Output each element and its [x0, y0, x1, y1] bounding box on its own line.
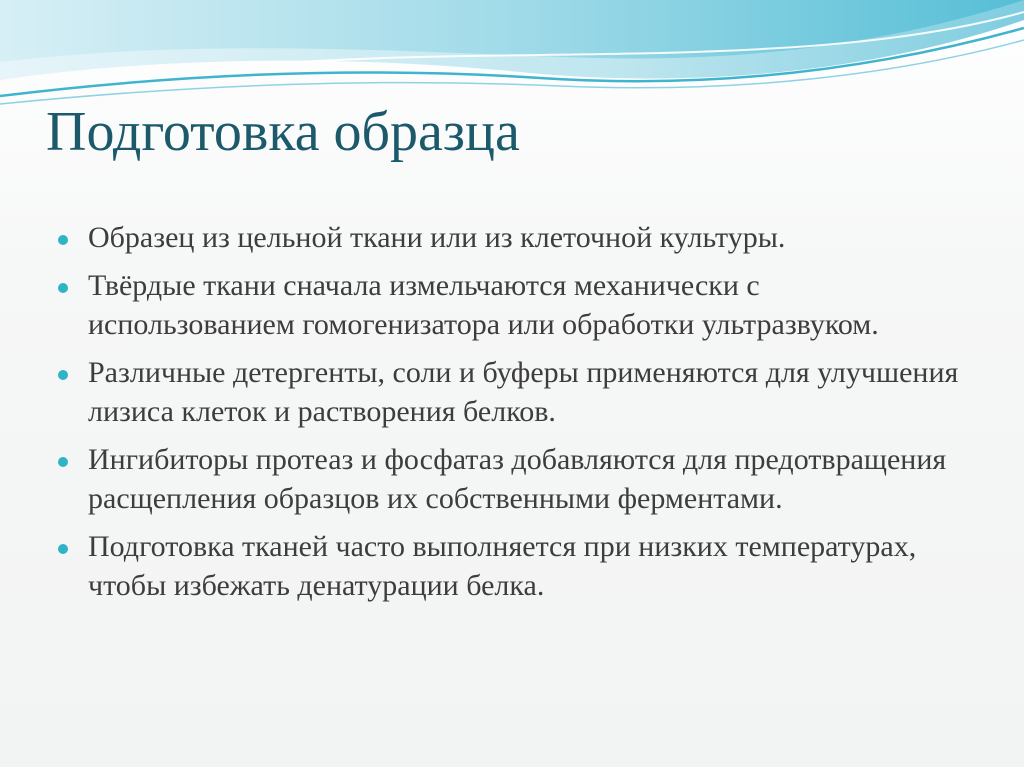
teal-dot-icon	[58, 457, 68, 467]
bullet-list	[58, 218, 963, 614]
bullet-text: Твёрдые ткани сначала измельчаются механически с использованием гомогенизатора или обработки ультразвуком.	[88, 269, 879, 341]
bullet-text: Подготовка тканей часто выполняется при низких температурах, чтобы избежать денатурации белка.	[88, 530, 917, 602]
teal-dot-icon	[58, 283, 68, 293]
bullet-text: Ингибиторы протеаз и фосфатаз добавляются для предотвращения расщепления образцов их собственными ферментами.	[88, 443, 947, 515]
slide-title: Подготовка образца	[46, 101, 520, 163]
teal-dot-icon	[58, 370, 68, 380]
bullet-item	[58, 527, 963, 605]
bullet-item	[58, 218, 963, 257]
bullet-text: Различные детергенты, соли и буферы применяются для улучшения лизиса клеток и растворения белков.	[88, 356, 959, 428]
teal-dot-icon	[58, 544, 68, 554]
teal-dot-icon	[58, 235, 68, 245]
bullet-text: Образец из цельной ткани или из клеточной культуры.	[88, 221, 786, 254]
bullet-item	[58, 440, 963, 518]
bullet-item	[58, 266, 963, 344]
bullet-item	[58, 353, 963, 431]
